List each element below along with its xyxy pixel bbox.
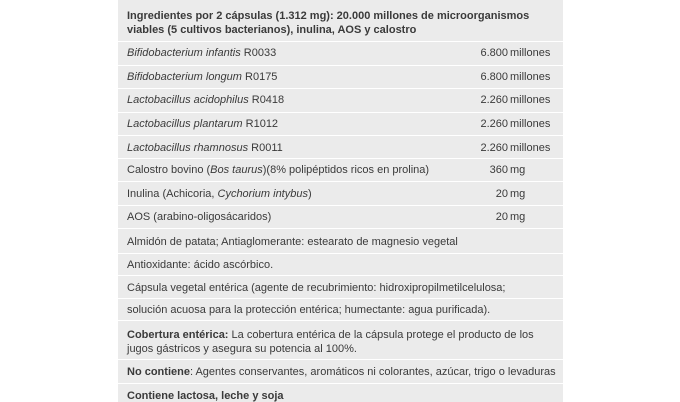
ingredient-row-b-longum [118, 65, 563, 88]
amount-unit: millones [510, 142, 551, 154]
amount-value: 20 [495, 188, 508, 200]
note-enteric-coating [118, 320, 563, 359]
note-text: Cápsula vegetal entérica (agente de recubrimiento: hidroxipropilmetilcelulosa; [127, 282, 506, 294]
coating-text-line-2: jugos gástricos y asegura su potencia al 100%. [127, 343, 357, 355]
ingredient-text: Inulina (Achicoria, [127, 188, 218, 200]
ingredients-header [118, 0, 563, 41]
amount-unit: millones [510, 47, 551, 59]
species-name: Bifidobacterium infantis [127, 47, 241, 59]
ingredient-row-l-acidophilus [118, 88, 563, 112]
note-capsule [118, 275, 563, 298]
ingredient-latin-name: Cychorium intybus [217, 188, 308, 200]
header-line-1: Ingredientes por 2 cápsulas (1.312 mg): 20.000 millones de microorganismos [127, 10, 530, 22]
amount-value: 20 [495, 211, 508, 223]
ingredient-latin-name: Bos taurus [210, 164, 263, 176]
amount-value: 2.260 [480, 142, 508, 154]
ingredient-row-inulin [118, 181, 563, 205]
amount-unit: mg [510, 164, 526, 176]
amount-unit: millones [510, 71, 551, 83]
amount-unit: millones [510, 118, 551, 130]
ingredient-row-l-plantarum [118, 112, 563, 135]
amount-unit: mg [510, 211, 526, 223]
note-antioxidant [118, 253, 563, 275]
strain-code: R1012 [242, 118, 279, 130]
strain-code: R0011 [248, 142, 283, 154]
contains-text: Contiene lactosa, leche y soja [127, 390, 284, 402]
species-name: Lactobacillus acidophilus [127, 94, 249, 106]
amount-value: 360 [489, 164, 508, 176]
species-name: Lactobacillus plantarum [127, 118, 243, 130]
species-name: Bifidobacterium longum [127, 71, 242, 83]
note-starch [118, 228, 563, 253]
note-not-contains [118, 359, 563, 383]
ingredient-text: AOS (arabino-oligosácaridos) [127, 211, 272, 223]
ingredient-text: Calostro bovino ( [127, 164, 211, 176]
not-contains-text: : Agentes conservantes, aromáticos ni colorantes, azúcar, trigo o levaduras [189, 366, 556, 378]
amount-value: 6.800 [480, 47, 508, 59]
note-text: solución acuosa para la protección entérica; humectante: agua purificada). [127, 304, 491, 316]
strain-code: R0033 [240, 47, 277, 59]
note-text: Almidón de patata; Antiaglomerante: estearato de magnesio vegetal [127, 236, 458, 248]
coating-label: Cobertura entérica: [127, 329, 229, 341]
note-text: Antioxidante: ácido ascórbico. [127, 259, 274, 271]
species-name: Lactobacillus rhamnosus [127, 142, 249, 154]
ingredient-text: )(8% polipéptidos ricos en prolina) [262, 164, 430, 176]
amount-value: 6.800 [480, 71, 508, 83]
ingredients-table [118, 0, 563, 402]
note-contains [118, 383, 563, 402]
header-line-2: viables (5 cultivos bacterianos), inulina, AOS y calostro [127, 24, 417, 36]
amount-unit: mg [510, 188, 526, 200]
ingredient-text: ) [307, 188, 312, 200]
ingredient-row-b-infantis [118, 41, 563, 65]
strain-code: R0175 [241, 71, 278, 83]
amount-value: 2.260 [480, 118, 508, 130]
strain-code: R0418 [248, 94, 285, 106]
ingredient-row-l-rhamnosus [118, 135, 563, 158]
amount-unit: millones [510, 94, 551, 106]
amount-value: 2.260 [480, 94, 508, 106]
not-contains-label: No contiene [127, 366, 190, 378]
coating-text: La cobertura entérica de la cápsula protege el producto de los [228, 329, 534, 341]
note-solution [118, 298, 563, 320]
ingredient-row-colostrum [118, 158, 563, 181]
ingredient-row-aos [118, 205, 563, 228]
